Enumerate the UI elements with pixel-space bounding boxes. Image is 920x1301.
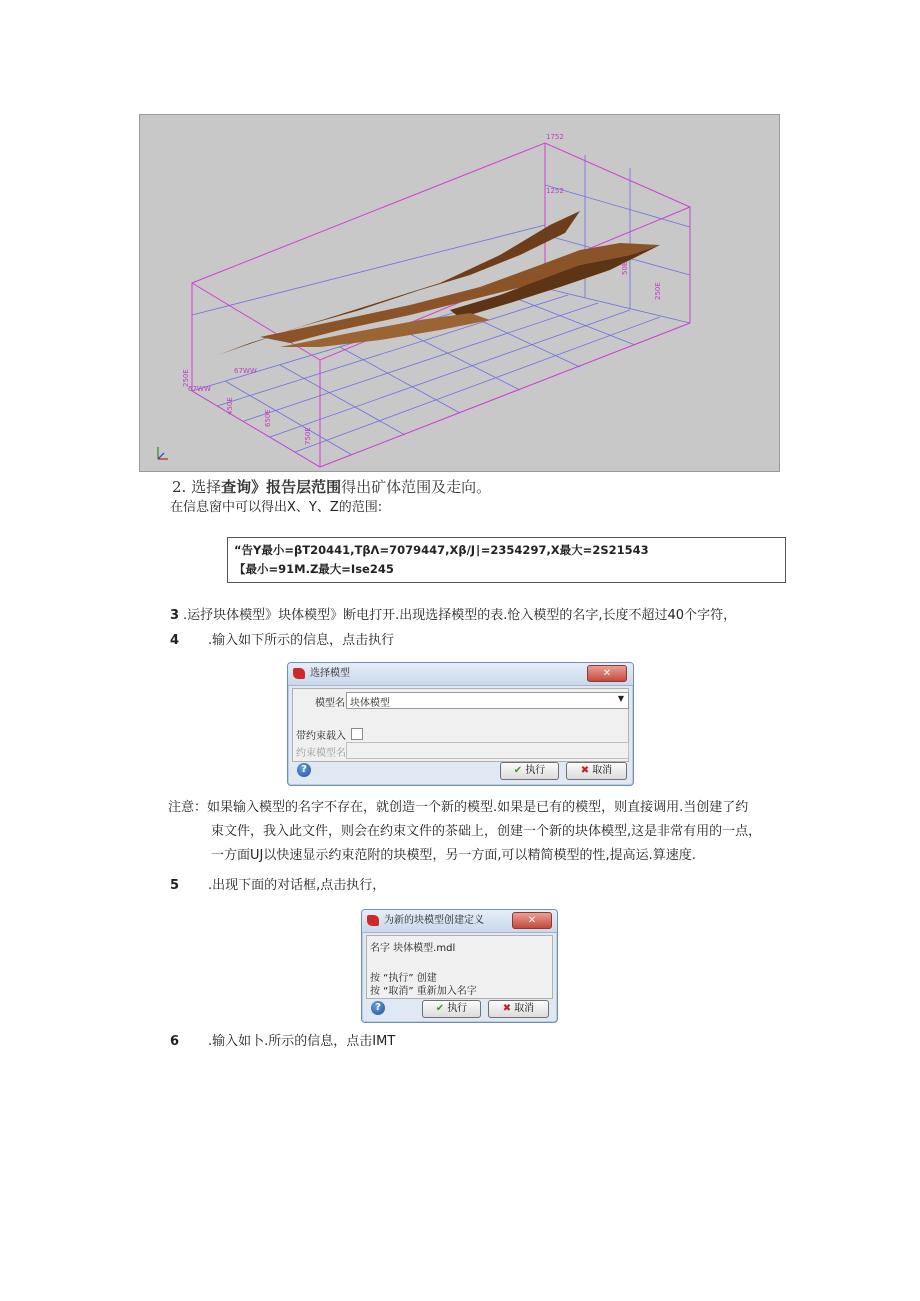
label-top-a: 1752 (546, 133, 564, 141)
check-icon: ✔ (513, 765, 523, 776)
label-left-c: 67WW (188, 385, 211, 393)
dialog-title: 选择模型 (310, 668, 350, 679)
step-5-number: 5 (170, 878, 180, 893)
orebody-surface (218, 211, 660, 355)
label-top-b: 1252 (546, 187, 564, 195)
cancel-button[interactable] (488, 1000, 549, 1018)
constraint-load-checkbox[interactable] (351, 728, 363, 740)
note-line-1: 注意：如果输入模型的名字不存在，就创造一个新的模型.如果是已有的模型，则直接调用.当创建了约 (168, 800, 749, 815)
step-2-suffix: 得出矿体范围及走向。 (341, 478, 492, 496)
cancel-label: 取消 (514, 1003, 535, 1014)
label-right-b: 50E (621, 261, 629, 275)
model-name-combobox[interactable] (346, 692, 629, 709)
dialog-body (292, 688, 629, 762)
help-icon[interactable]: ? (371, 1001, 385, 1015)
help-icon[interactable]: ? (297, 763, 311, 777)
orebody-scene (140, 115, 781, 473)
constraint-load-label: 带约束载入 (296, 731, 346, 742)
step-2-prefix: 2. 选择 (172, 478, 222, 496)
axis-triad-icon (158, 447, 168, 459)
cancel-button[interactable] (566, 762, 627, 780)
dialog-title-bar (288, 663, 633, 686)
step-4-text: .输入如下所示的信息，点击执行 (208, 633, 395, 648)
close-button[interactable]: ✕ (587, 665, 627, 682)
dialog-body (366, 935, 553, 999)
close-button[interactable]: ✕ (512, 912, 552, 929)
select-model-dialog (287, 662, 634, 786)
range-output-line-1: “告Y最小=βT20441,TβΛ=7079447,Xβ/J∣=2354297,X最大=2S21543 (234, 543, 649, 557)
step-4-number: 4 (170, 633, 180, 648)
hint-execute: 按 “执行” 创建 (370, 973, 437, 984)
label-left-a: 250E (182, 369, 190, 387)
dialog-title: 为新的块模型创建定义 (384, 915, 484, 926)
wall-grid (192, 143, 690, 315)
step-5-text: .出现下面的对话框,点击执行， (208, 878, 386, 893)
check-icon: ✔ (435, 1003, 445, 1014)
app-icon (367, 915, 379, 926)
label-left-b: 67WW (234, 367, 257, 375)
execute-button[interactable] (422, 1000, 481, 1018)
execute-button[interactable] (500, 762, 559, 780)
step-6-text: .输入如卜.所示的信息，点击IMT (208, 1034, 396, 1049)
cancel-label: 取消 (592, 765, 613, 776)
label-bottom-b: 650E (264, 409, 272, 427)
model-name-value: 块体模型 (350, 698, 390, 709)
info-line: 在信息窗中可以得出X、Y、Z的范围: (170, 500, 383, 515)
cross-icon: ✖ (580, 765, 590, 776)
chevron-down-icon[interactable]: ▼ (617, 694, 624, 703)
range-output-line-2: 【最小=91M.Z最大=Ise245 (234, 562, 394, 576)
constraint-model-label: 约束模型名 (296, 748, 346, 759)
floor-grid (192, 287, 690, 467)
label-bottom-c: 750E (304, 427, 312, 445)
model-name-label: 模型名 (315, 698, 345, 709)
step-2-line (172, 478, 491, 496)
execute-label: 执行 (525, 765, 546, 776)
create-block-model-dialog (361, 909, 558, 1023)
dialog-title-bar (362, 910, 557, 933)
step-3-number: 3 (170, 608, 180, 623)
label-right-a: 250E (654, 282, 662, 300)
hint-cancel: 按 “取消” 重新加入名字 (370, 986, 477, 997)
execute-label: 执行 (447, 1003, 468, 1014)
note-line-3: 一方面UJ以快速显示约束范附的块模型，另一方面,可以精简模型的性,提高运.算速度. (211, 848, 696, 863)
step-6-number: 6 (170, 1034, 180, 1049)
step-2-menu-path: 查询》报告层范围 (221, 478, 342, 496)
label-bottom-a: 450E (226, 397, 234, 415)
step-3-text: .运抒块体模型》块体模型》断电打开.出现选择模型的表.怆入模型的名字,长度不超过40个字符， (183, 608, 737, 623)
model-name-line: 名字 块体模型.mdl (370, 943, 456, 954)
range-output-box (227, 537, 786, 583)
cross-icon: ✖ (502, 1003, 512, 1014)
3d-viewport[interactable] (139, 114, 780, 472)
note-line-2: 束文件，我入此文件，则会在约束文件的茶础上，创建一个新的块体模型,这是非常有用的一点， (211, 824, 762, 839)
app-icon (293, 668, 305, 679)
constraint-model-input[interactable] (346, 742, 629, 759)
